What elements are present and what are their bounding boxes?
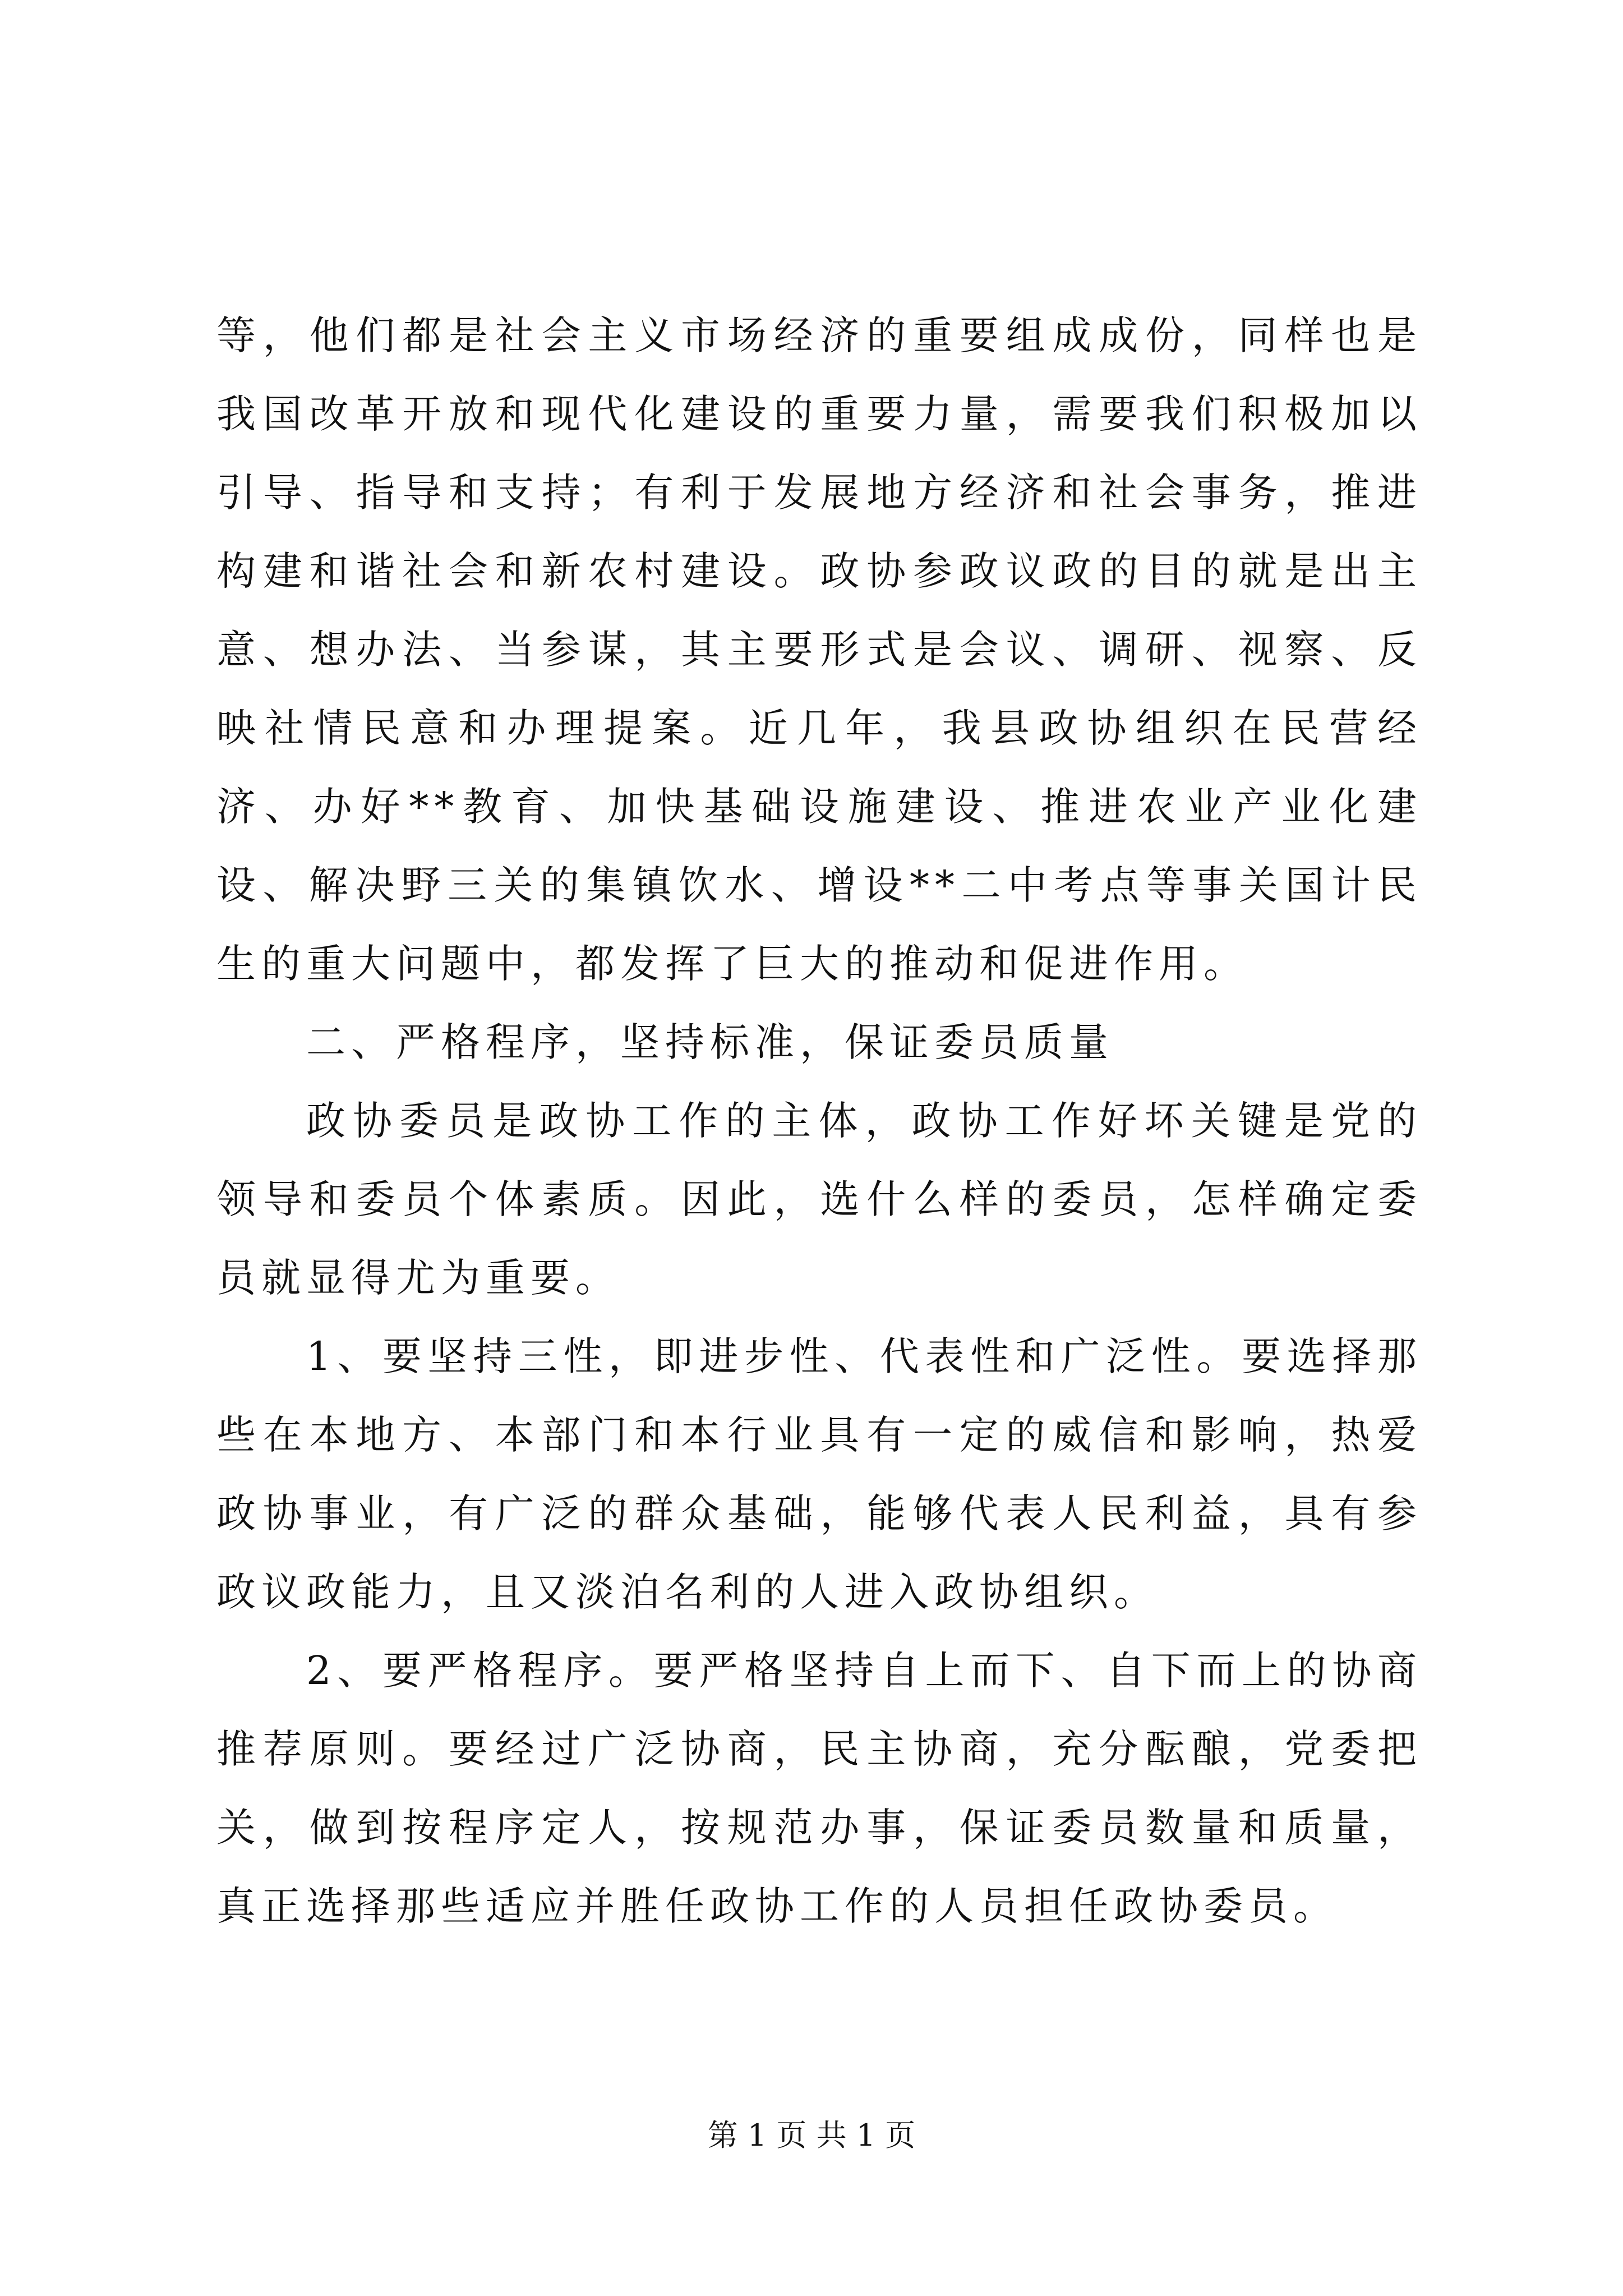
document-body (216, 296, 1422, 1945)
paragraph-item-1: 1、要坚持三性，即进步性、代表性和广泛性。要选择那些在本地方、本部门和本行业具有一定的威信和影响，热爱政协事业，有广泛的群众基础，能够代表人民利益，具有参政议政能力，且又淡泊名利的人进入政协组织。 (216, 1333, 1422, 1615)
paragraph-continuation: 等，他们都是社会主义市场经济的重要组成成份，同样也是我国改革开放和现代化建设的重要力量，需要我们积极加以引导、指导和支持；有利于发展地方经济和社会事务，推进构建和谐社会和新农村建设。政协参政议政的目的就是出主意、想办法、当参谋，其主要形式是会议、调研、视察、反映社情民意和办理提案。近几年，我县政协组织在民营经济、办好**教育、加快基础设施建设、推进农业产业化建设、解决野三关的集镇饮水、增设**二中考点等事关国计民生的重大问题中，都发挥了巨大的推动和促进作用。 (216, 312, 1422, 987)
paragraph-item-2: 2、要严格程序。要严格坚持自上而下、自下而上的协商推荐原则。要经过广泛协商，民主协商，充分酝酿，党委把关，做到按程序定人，按规范办事，保证委员数量和质量，真正选择那些适应并胜任政协工作的人员担任政协委员。 (216, 1648, 1422, 1929)
page-footer: 第 1 页 共 1 页 (707, 2118, 916, 2153)
section-heading: 二、严格程序，坚持标准，保证委员质量 (306, 1019, 1114, 1065)
paragraph-intro: 政协委员是政协工作的主体，政协工作好坏关键是党的领导和委员个体素质。因此，选什么样的委员，怎样确定委员就显得尤为重要。 (216, 1098, 1422, 1301)
